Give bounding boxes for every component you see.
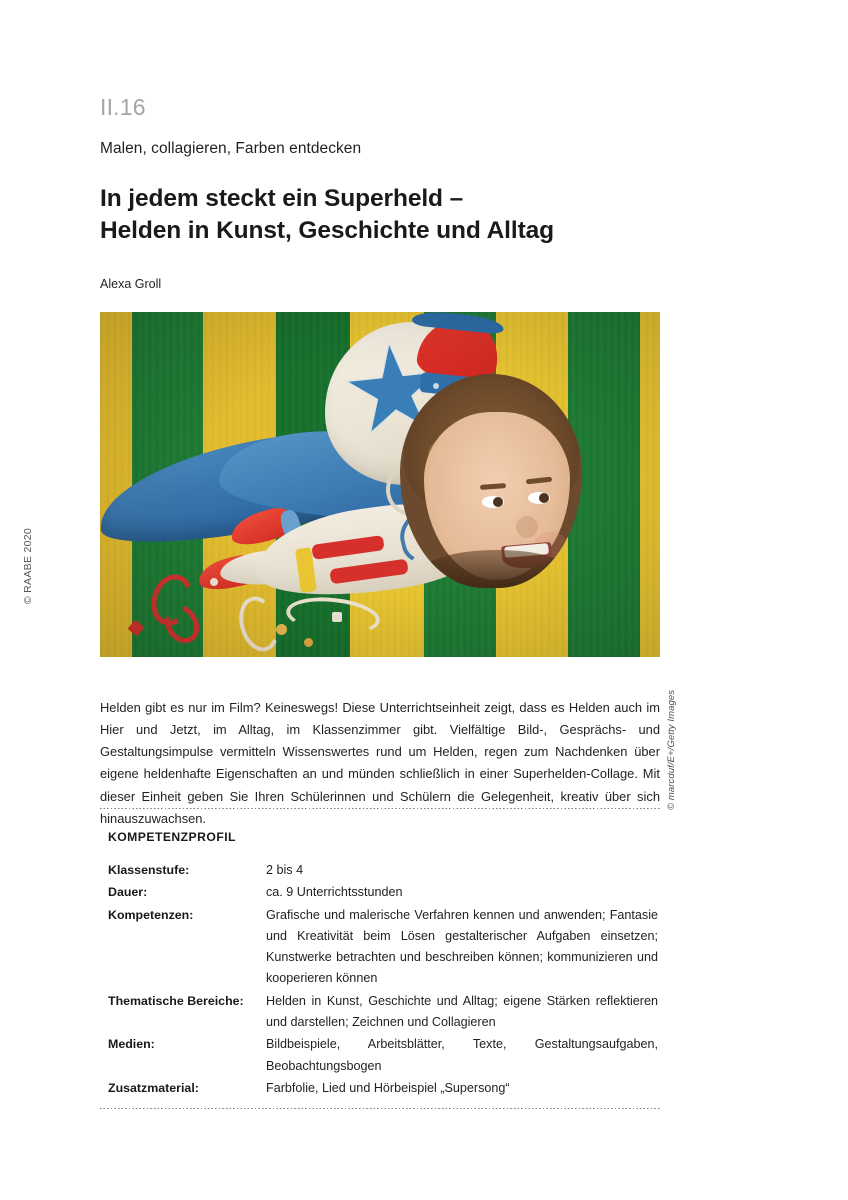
page-title (100, 183, 700, 248)
profile-row-medien (108, 1034, 668, 1077)
profile-value-thematische-bereiche: Helden in Kunst, Geschichte und Alltag; eigene Stärken reflektieren und darstellen; Zeichnen und Collagieren (266, 993, 658, 1029)
page-title-line-1: In jedem steckt ein Superheld – (100, 185, 464, 212)
side-copyright: © RAABE 2020 (22, 527, 34, 605)
profile-label-klassenstufe: Klassenstufe: (108, 863, 190, 877)
page-title-line-2: Helden in Kunst, Geschichte und Alltag (100, 217, 555, 245)
profile-row-klassenstufe (108, 860, 668, 881)
profile-label-kompetenzen: Kompetenzen: (108, 907, 194, 922)
profile-value-kompetenzen: Grafische und malerische Verfahren kennen und anwenden; Fantasie und Kreativität beim Lösen gestalterischer Aufgaben einsetzen; Kunstwerke betrachten und beschreiben können; kommunizieren und kooperieren können (266, 907, 658, 986)
divider-bottom (100, 1108, 660, 1109)
profile-row-zusatzmaterial (108, 1078, 668, 1099)
chapter-number: II.16 (100, 94, 146, 120)
photo-credit: © marcduf/E+/Getty Images (666, 689, 677, 810)
competency-profile (108, 830, 668, 1100)
subject-line: Malen, collagieren, Farben entdecken (100, 140, 362, 157)
profile-value-dauer: ca. 9 Unterrichtsstunden (266, 885, 403, 900)
divider-top (100, 808, 660, 809)
profile-row-thematische-bereiche (108, 991, 668, 1034)
profile-value-klassenstufe: 2 bis 4 (266, 863, 304, 877)
profile-value-zusatzmaterial: Farbfolie, Lied und Hörbeispiel „Supersong“ (266, 1080, 510, 1095)
competency-profile-title: KOMPETENZPROFIL (108, 830, 236, 844)
profile-label-medien: Medien: (108, 1037, 155, 1052)
profile-row-kompetenzen (108, 905, 668, 990)
hero-photo (100, 312, 660, 657)
author-name: Alexa Groll (100, 276, 162, 291)
photo-vignette (100, 312, 660, 657)
profile-value-medien: Bildbeispiele, Arbeitsblätter, Texte, Gestaltungsaufgaben, Beobachtungsbogen (266, 1037, 658, 1073)
profile-row-dauer (108, 882, 668, 903)
profile-label-thematische-bereiche: Thematische Bereiche: (108, 993, 244, 1008)
intro-paragraph: Helden gibt es nur im Film? Keineswegs! Diese Unterrichtseinheit zeigt, dass es Helden auch im Hier und Jetzt, im Alltag, im Klassenzimmer gibt. Vielfältige Bild-, Gesprächs- und Gestaltungsimpulse vermitteln Wissenswertes rund um Helden, regen zum Nachdenken über eigene heldenhafte Eigenschaften an und münden schließlich in einer Superhelden-Collage. Mit dieser Einheit geben Sie Ihren Schülerinnen und Schülern die Gelegenheit, kreativ über sich hinauszuwachsen. (100, 699, 660, 826)
profile-label-dauer: Dauer: (108, 885, 148, 900)
page-header (100, 96, 700, 291)
profile-label-zusatzmaterial: Zusatzmaterial: (108, 1080, 199, 1095)
